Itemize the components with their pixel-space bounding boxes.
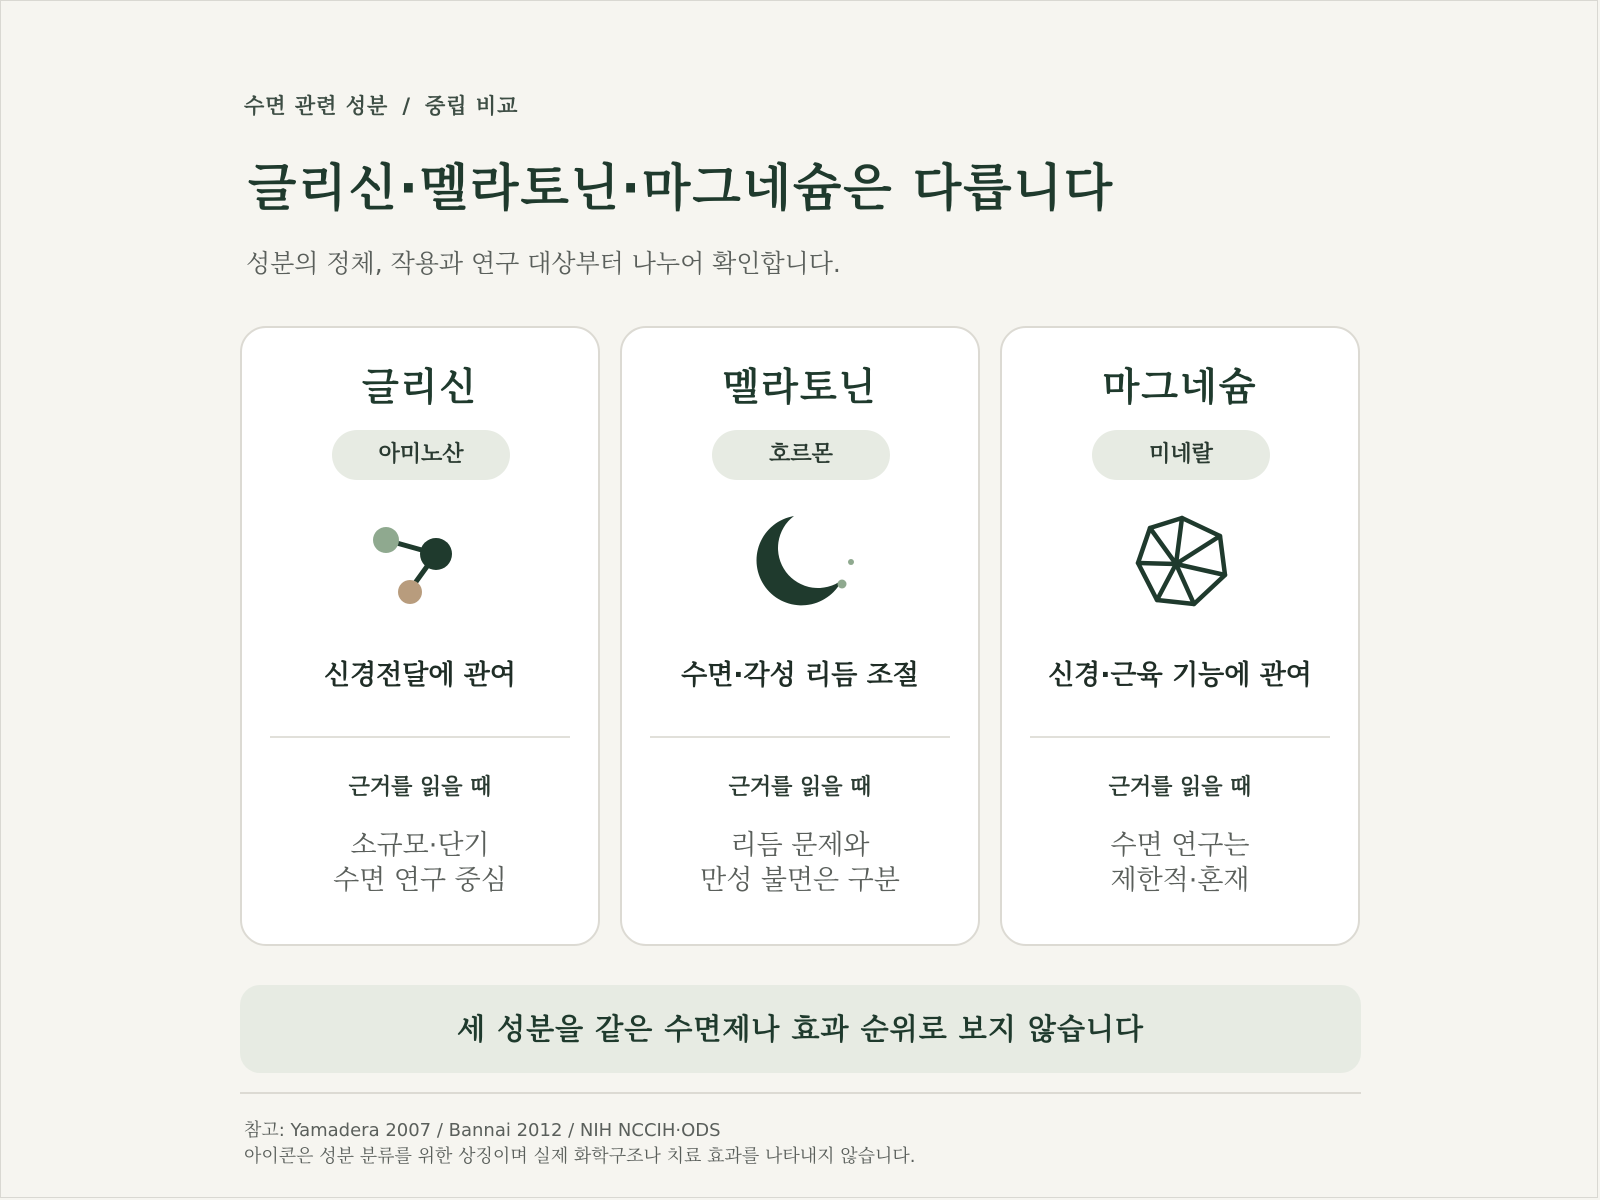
evidence-label: 근거를 읽을 때 — [348, 775, 492, 800]
card-magnesium — [1000, 326, 1360, 946]
evidence-line: 만성 불면은 구분 — [700, 865, 900, 896]
card-glycine — [240, 326, 600, 946]
breadcrumb-current: 중립 비교 — [425, 94, 519, 118]
footer-divider — [240, 1092, 1361, 1094]
category-badge: 아미노산 — [332, 430, 510, 480]
role-text: 신경·근육 기능에 관여 — [1048, 660, 1312, 691]
crescent-moon-icon — [732, 508, 872, 628]
breadcrumb-separator: / — [402, 94, 412, 118]
divider — [650, 736, 950, 738]
molecule-icon — [352, 508, 492, 628]
evidence-line: 수면 연구 중심 — [333, 865, 507, 896]
card-title: 마그네슘 — [1102, 365, 1258, 409]
references-text: 참고: Yamadera 2007 / Bannai 2012 / NIH NCCIH·ODS — [244, 1120, 721, 1141]
evidence-label: 근거를 읽을 때 — [728, 775, 872, 800]
evidence-text — [242, 828, 598, 898]
card-title: 글리신 — [361, 365, 479, 409]
page-title: 글리신·멜라토닌·마그네슘은 다릅니다 — [248, 159, 1115, 217]
divider — [270, 736, 570, 738]
card-title: 멜라토닌 — [722, 365, 878, 409]
breadcrumb — [244, 90, 518, 120]
breadcrumb-section: 수면 관련 성분 — [244, 94, 389, 118]
page-subtitle: 성분의 정체, 작용과 연구 대상부터 나누어 확인합니다. — [246, 249, 841, 278]
card-melatonin — [620, 326, 980, 946]
evidence-line: 제한적·혼재 — [1110, 865, 1250, 896]
role-text: 수면·각성 리듬 조절 — [681, 660, 919, 691]
evidence-label: 근거를 읽을 때 — [1108, 775, 1252, 800]
disclaimer-text: 아이콘은 성분 분류를 위한 상징이며 실제 화학구조나 치료 효과를 나타내지 않습니다. — [244, 1146, 916, 1167]
category-badge: 미네랄 — [1092, 430, 1270, 480]
evidence-line: 리듬 문제와 — [730, 830, 870, 861]
evidence-text — [622, 828, 978, 898]
divider — [1030, 736, 1330, 738]
footer-notes — [244, 1118, 916, 1170]
role-text: 신경전달에 관여 — [324, 660, 516, 691]
evidence-line: 수면 연구는 — [1110, 830, 1250, 861]
ingredient-cards — [240, 326, 1361, 946]
category-badge: 호르몬 — [712, 430, 890, 480]
hexagon-crystal-icon — [1112, 508, 1252, 628]
evidence-text — [1002, 828, 1358, 898]
evidence-line: 소규모·단기 — [350, 830, 490, 861]
notice-banner: 세 성분을 같은 수면제나 효과 순위로 보지 않습니다 — [240, 985, 1361, 1073]
